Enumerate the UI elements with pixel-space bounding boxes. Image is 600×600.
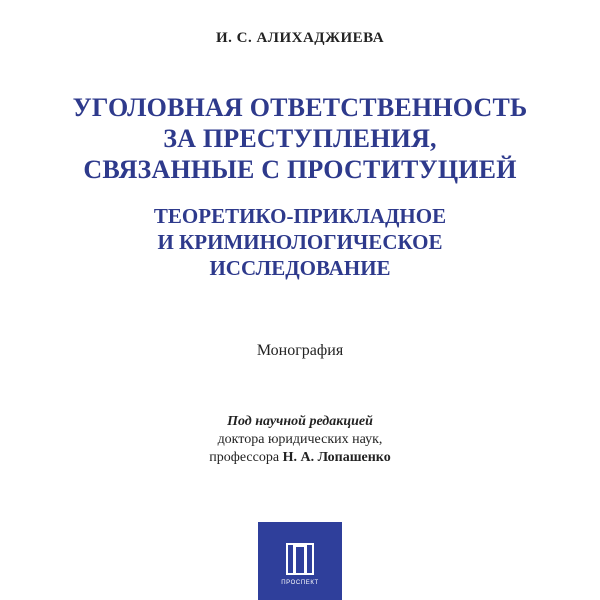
editor-label: Под научной редакцией <box>227 414 373 429</box>
author-name: И. С. АЛИХАДЖИЕВА <box>215 30 385 46</box>
editor-degree: доктора юридических наук, <box>217 432 383 447</box>
book-subtitle <box>0 203 600 281</box>
publisher-name: ПРОСПЕКТ <box>281 580 319 586</box>
subtitle-line-2: И КРИМИНОЛОГИЧЕСКОЕ <box>157 230 443 254</box>
publisher-logo <box>258 522 342 600</box>
title-line-2: ЗА ПРЕСТУПЛЕНИЯ, <box>163 124 437 153</box>
title-line-3: СВЯЗАННЫЕ С ПРОСТИТУЦИЕЙ <box>83 155 517 184</box>
editor-info <box>0 413 600 467</box>
subtitle-line-3: ИССЛЕДОВАНИЕ <box>209 256 391 280</box>
editor-title-prefix: профессора <box>209 450 283 465</box>
genre-label: Монография <box>256 342 344 359</box>
editor-name: Н. А. Лопашенко <box>282 450 391 465</box>
prospekt-logo-icon <box>285 542 315 576</box>
title-line-1: УГОЛОВНАЯ ОТВЕТСТВЕННОСТЬ <box>72 93 528 122</box>
book-title <box>0 92 600 185</box>
editor-line <box>0 449 600 467</box>
subtitle-line-1: ТЕОРЕТИКО-ПРИКЛАДНОЕ <box>153 204 447 228</box>
